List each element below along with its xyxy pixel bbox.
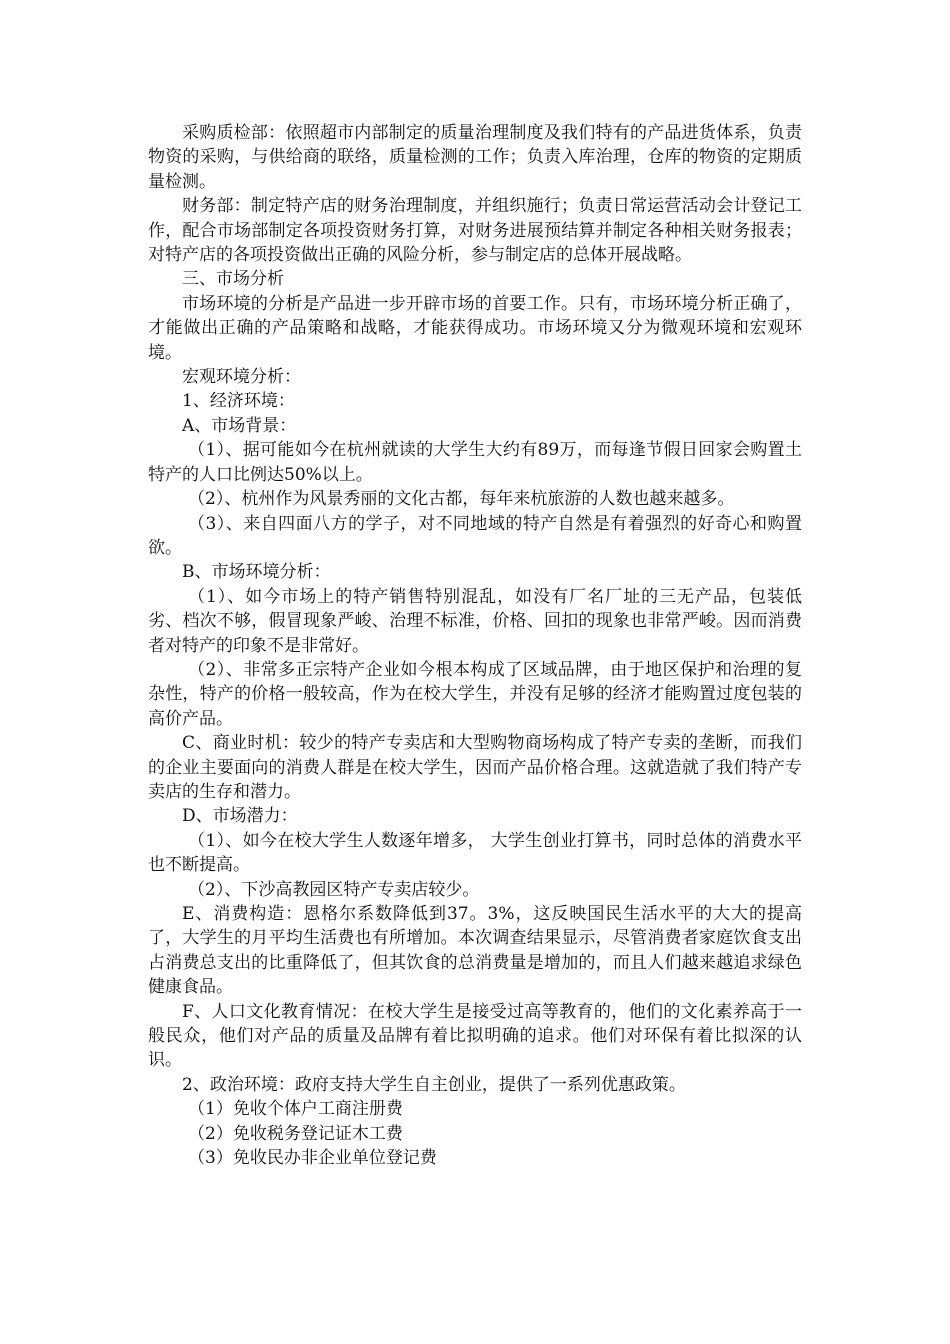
paragraph-consumption-structure: E、消费构造：恩格尔系数降低到37。3%，这反映国民生活水平的大大的提高了，大学生的月平均生活费也有所增加。本次调查结果显示，尽管消费者家庭饮食支出占消费总支出的比重降低了，但其饮食的总消费量是增加的，而且人们越来越追求绿色健康食品。 <box>148 904 802 998</box>
paragraph-business-opportunity: C、商业时机：较少的特产专卖店和大型购物商场构成了特产专卖的垄断，而我们的企业主要面向的消费人群是在校大学生，因而产品价格合理。这就造就了我们特产专卖店的生存和潜力。 <box>148 733 802 802</box>
subheading-market-background: A、市场背景： <box>182 415 297 436</box>
paragraph-market-intro: 市场环境的分析是产品进一步开辟市场的首要工作。只有，市场环境分析正确了，才能做出正确的产品策略和战略，才能获得成功。市场环境又分为微观环境和宏观环境。 <box>148 293 802 363</box>
list-item: （2）、杭州作为风景秀丽的文化古都，每年来杭旅游的人数也越来越多。 <box>188 489 735 510</box>
subheading-market-environment: B、市场环境分析： <box>182 562 331 583</box>
section-heading-market-analysis: 三、市场分析 <box>182 269 284 290</box>
subheading-macro: 宏观环境分析： <box>182 367 301 388</box>
subheading-market-potential: D、市场潜力： <box>182 806 298 827</box>
paragraph-finance: 财务部：制定特产店的财务治理制度，并组织施行；负责日常运营活动会计登记工作，配合市场部制定各项投资财务打算，对财务进展预结算并制定各种相关财务报表；对特产店的各项投资做出正确的风险分析，参与制定店的总体开展战略。 <box>148 196 802 266</box>
list-item: （2）免收税务登记证木工费 <box>188 1123 403 1144</box>
subheading-political: 2、政治环境：政府支持大学生自主创业，提供了一系列优惠政策。 <box>182 1074 686 1095</box>
subheading-economic: 1、经济环境： <box>182 391 295 412</box>
list-item: （1）免收个体户工商注册费 <box>188 1099 403 1120</box>
paragraph-population-education: F、人口文化教育情况：在校大学生是接受过高等教育的，他们的文化素养高于一般民众，他们对产品的质量及品牌有着比拟明确的追求。他们对环保有着比拟深的认识。 <box>148 1001 802 1071</box>
list-item: （3）免收民办非企业单位登记费 <box>188 1148 437 1169</box>
list-item: （3）、来自四面八方的学子，对不同地域的特产自然是有着强烈的好奇心和购置欲。 <box>148 513 802 558</box>
document-body <box>148 121 802 1170</box>
paragraph-procurement: 采购质检部：依照超市内部制定的质量治理制度及我们特有的产品进货体系，负责物资的采购，与供给商的联络，质量检测的工作；负责入库治理，仓库的物资的定期质量检测。 <box>148 123 802 192</box>
list-item: （2）、非常多正宗特产企业如今根本构成了区域品牌，由于地区保护和治理的复杂性，特产的价格一般较高，作为在校大学生，并没有足够的经济才能购置过度包装的高价产品。 <box>148 659 802 729</box>
list-item: （1）、如今在校大学生人数逐年增多， 大学生创业打算书，同时总体的消费水平也不断提高。 <box>148 830 802 876</box>
list-item: （2）、下沙高教园区特产专卖店较少。 <box>188 879 480 900</box>
list-item: （1）、据可能如今在杭州就读的大学生大约有89万，而每逢节假日回家会购置土特产的人口比例达50%以上。 <box>148 440 802 485</box>
list-item: （1）、如今市场上的特产销售特别混乱，如没有厂名厂址的三无产品，包装低劣、档次不够，假冒现象严峻、治理不标准，价格、回扣的现象也非常严峻。因而消费者对特产的印象不是非常好。 <box>148 586 802 656</box>
